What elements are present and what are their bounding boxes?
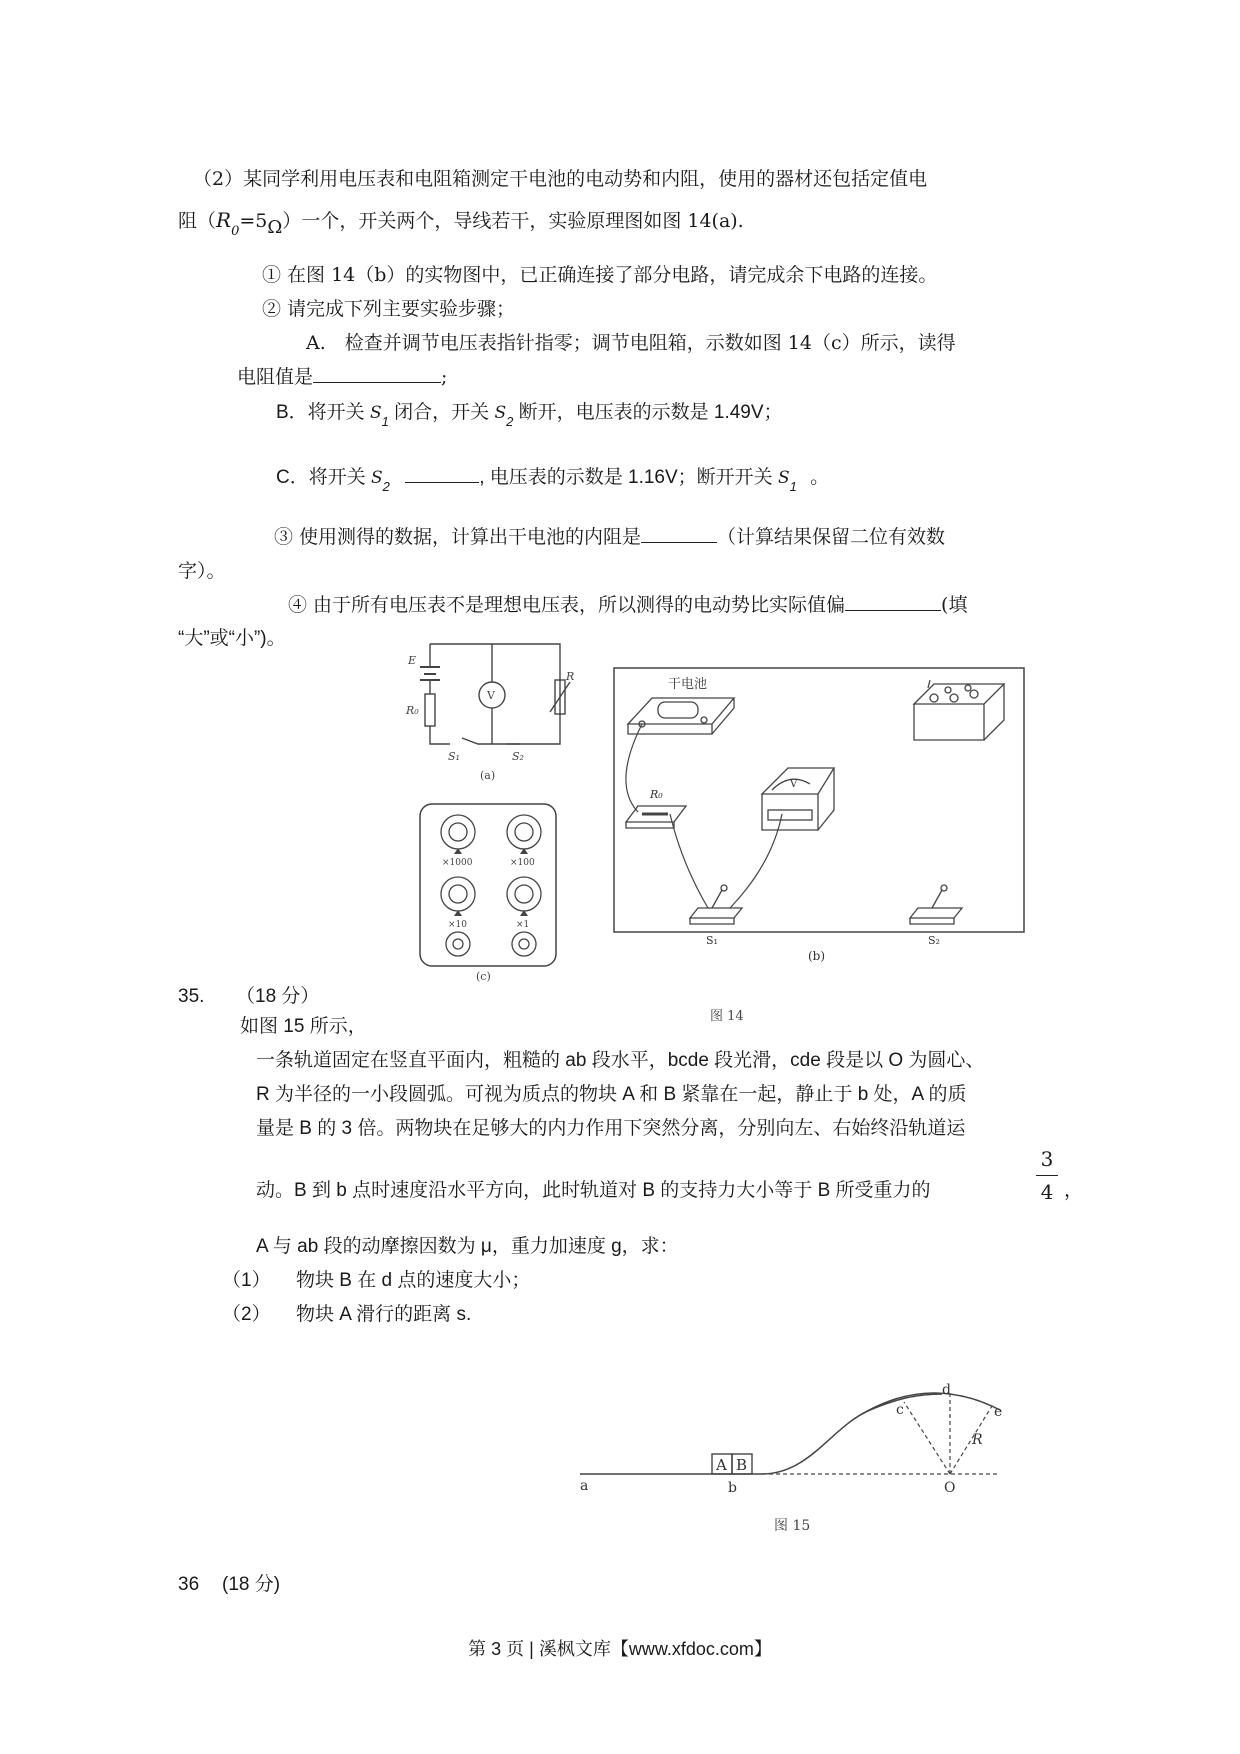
label-E: E — [408, 654, 417, 667]
q35-intro: 如图 15 所示， — [240, 1016, 367, 1037]
q34-stepC — [276, 464, 829, 492]
s1-subscript: 1 — [381, 414, 389, 429]
switch-s2-icon — [910, 885, 962, 924]
s2-symbol: S — [494, 403, 507, 423]
q34-stepA-line1: A. 检查并调节电压表指针指零；调节电阻箱，示数如图 14（c）所示，读得 — [306, 332, 956, 354]
figure-14b-apparatus — [612, 664, 1032, 964]
fraction-bar — [1036, 1175, 1058, 1176]
q34-item3-cont: 字）。 — [178, 560, 226, 582]
battery-holder-icon — [628, 698, 734, 734]
stepC-text2: , 电压表的示数是 1.16V；断开开关 — [479, 467, 773, 488]
stepB-text1: B．将开关 — [276, 402, 365, 423]
label-b-S2: S₂ — [928, 934, 940, 947]
item4-text2: (填 — [941, 594, 968, 616]
switch-s1-icon — [690, 885, 742, 924]
s1-symbol: S — [369, 403, 382, 423]
q35-sub1: 物块 B 在 d 点的速度大小； — [296, 1270, 531, 1291]
center-o-label: O — [944, 1480, 956, 1496]
q34-item3 — [274, 524, 945, 550]
point-d-label: d — [942, 1382, 951, 1398]
item3-text1: ③ 使用测得的数据，计算出干电池的内阻是 — [274, 526, 642, 548]
q35-sub1-number: （1） — [222, 1270, 271, 1291]
label-V: V — [487, 689, 495, 702]
q34-stepB — [276, 400, 783, 427]
r0-symbol: R — [216, 208, 232, 232]
block-a-label: A — [716, 1456, 727, 1474]
q34-line1: （2）某同学利用电压表和电阻箱测定干电池的电动势和内阻，使用的器材还包括定值电 — [193, 168, 928, 190]
q34-item4 — [288, 592, 967, 618]
label-S1: S₁ — [448, 750, 460, 763]
q35-para-4-end: ， — [1064, 1180, 1084, 1201]
omega-symbol: Ω — [267, 217, 283, 238]
caption-14b: (b) — [808, 949, 826, 963]
caption-14a: (a) — [480, 769, 496, 782]
q35-points: （18 分） — [236, 986, 320, 1007]
item4-text1: ④ 由于所有电压表不是理想电压表，所以测得的电动势比实际值偏 — [288, 594, 846, 616]
fraction-denominator: 4 — [1040, 1180, 1054, 1204]
label-x100: ×100 — [510, 858, 535, 868]
figure-15-title: 图 15 — [774, 1518, 811, 1534]
figure-15-track — [570, 1380, 1010, 1544]
label-dry-battery: 干电池 — [668, 677, 708, 692]
q35-para-3: 量是 B 的 3 倍。两物块在足够大的内力作用下突然分离，分别向左、右始终沿轨道运 — [256, 1118, 966, 1139]
stepC-text3: 。 — [810, 467, 830, 488]
block-b-label: B — [736, 1456, 748, 1474]
item3-text2: （计算结果保留二位有效数 — [717, 526, 946, 548]
q35-para-1: 一条轨道固定在竖直平面内，粗糙的 ab 段水平，bcde 段光滑，cde 段是以 O 为圆心、 — [256, 1050, 985, 1071]
answer-blank-emf-bias[interactable] — [845, 592, 941, 611]
label-x1000: ×1000 — [442, 858, 473, 868]
stepC-text1: C．将开关 — [276, 467, 366, 488]
point-c-label: c — [896, 1402, 904, 1418]
s1-symbol-c: S — [777, 468, 790, 488]
q34-line2-a: 阻（ — [178, 210, 217, 232]
q35-para-5: A 与 ab 段的动摩擦因数为 μ，重力加速度 g，求： — [256, 1236, 679, 1257]
label-x1: ×1 — [516, 920, 530, 930]
label-b-R0: R₀ — [650, 788, 663, 801]
r0-subscript: 0 — [231, 224, 240, 239]
radius-r-label: R — [972, 1432, 983, 1448]
q34-item4-cont: “大”或“小”)。 — [178, 628, 286, 649]
answer-blank-internal-resistance[interactable] — [641, 524, 717, 543]
stepA-end: ; — [441, 366, 448, 388]
label-R0: R₀ — [406, 704, 419, 717]
s2-subscript: 2 — [506, 414, 514, 429]
figure-14c-resistance-box — [418, 802, 568, 984]
label-S2: S₂ — [512, 750, 524, 763]
point-e-label: e — [994, 1404, 1003, 1420]
fraction-three-quarters — [1036, 1146, 1058, 1205]
q34-line2 — [178, 207, 744, 237]
page-footer: 第 3 页 | 溪枫文库【www.xfdoc.com】 — [468, 1639, 772, 1659]
q35-para-4: 动。B 到 b 点时速度沿水平方向，此时轨道对 B 的支持力大小等于 B 所受重力的 — [256, 1180, 931, 1201]
stepB-text3: 断开，电压表的示数是 1.49V； — [518, 402, 783, 423]
figure-14-title: 图 14 — [710, 1009, 744, 1024]
q34-item1: ① 在图 14（b）的实物图中，已正确连接了部分电路，请完成余下电路的连接。 — [262, 264, 938, 286]
s2-symbol-c: S — [371, 468, 383, 488]
q34-line2-b: ）一个，开关两个，导线若干，实验原理图如图 14(a). — [282, 210, 744, 232]
s1-subscript-c: 1 — [789, 479, 797, 494]
q34-stepA-line2 — [237, 364, 447, 390]
label-R: R — [566, 670, 575, 683]
resistance-box-icon — [914, 680, 1004, 740]
point-b-label: b — [728, 1480, 737, 1496]
answer-blank-resistance[interactable] — [313, 364, 441, 383]
connecting-wires — [626, 724, 782, 908]
label-b-V: V — [790, 779, 798, 790]
q35-sub2-number: （2） — [222, 1304, 271, 1325]
s2-subscript-c: 2 — [382, 479, 390, 494]
stepA-text: 电阻值是 — [237, 366, 314, 388]
stepB-text2: 闭合，开关 — [394, 402, 490, 423]
q34-item2: ② 请完成下列主要实验步骤； — [262, 298, 516, 320]
label-x10: ×10 — [448, 920, 467, 930]
voltmeter-icon — [762, 768, 834, 830]
label-b-S1: S₁ — [706, 934, 718, 947]
q35-para-2: R 为半径的一小段圆弧。可视为质点的物块 A 和 B 紧靠在一起，静止于 b 处，A 的质 — [256, 1084, 967, 1105]
q36-points: (18 分) — [222, 1574, 281, 1595]
q35-sub2: 物块 A 滑行的距离 s. — [296, 1304, 472, 1325]
q36-number: 36 — [178, 1574, 200, 1595]
answer-blank-switch[interactable] — [405, 464, 479, 483]
fraction-numerator: 3 — [1040, 1147, 1054, 1171]
r0-value: =5 — [239, 210, 268, 232]
point-a-label: a — [580, 1478, 589, 1494]
figure-14a-circuit — [400, 632, 575, 782]
caption-14c: (c) — [476, 970, 491, 983]
q35-number: 35. — [178, 986, 205, 1007]
